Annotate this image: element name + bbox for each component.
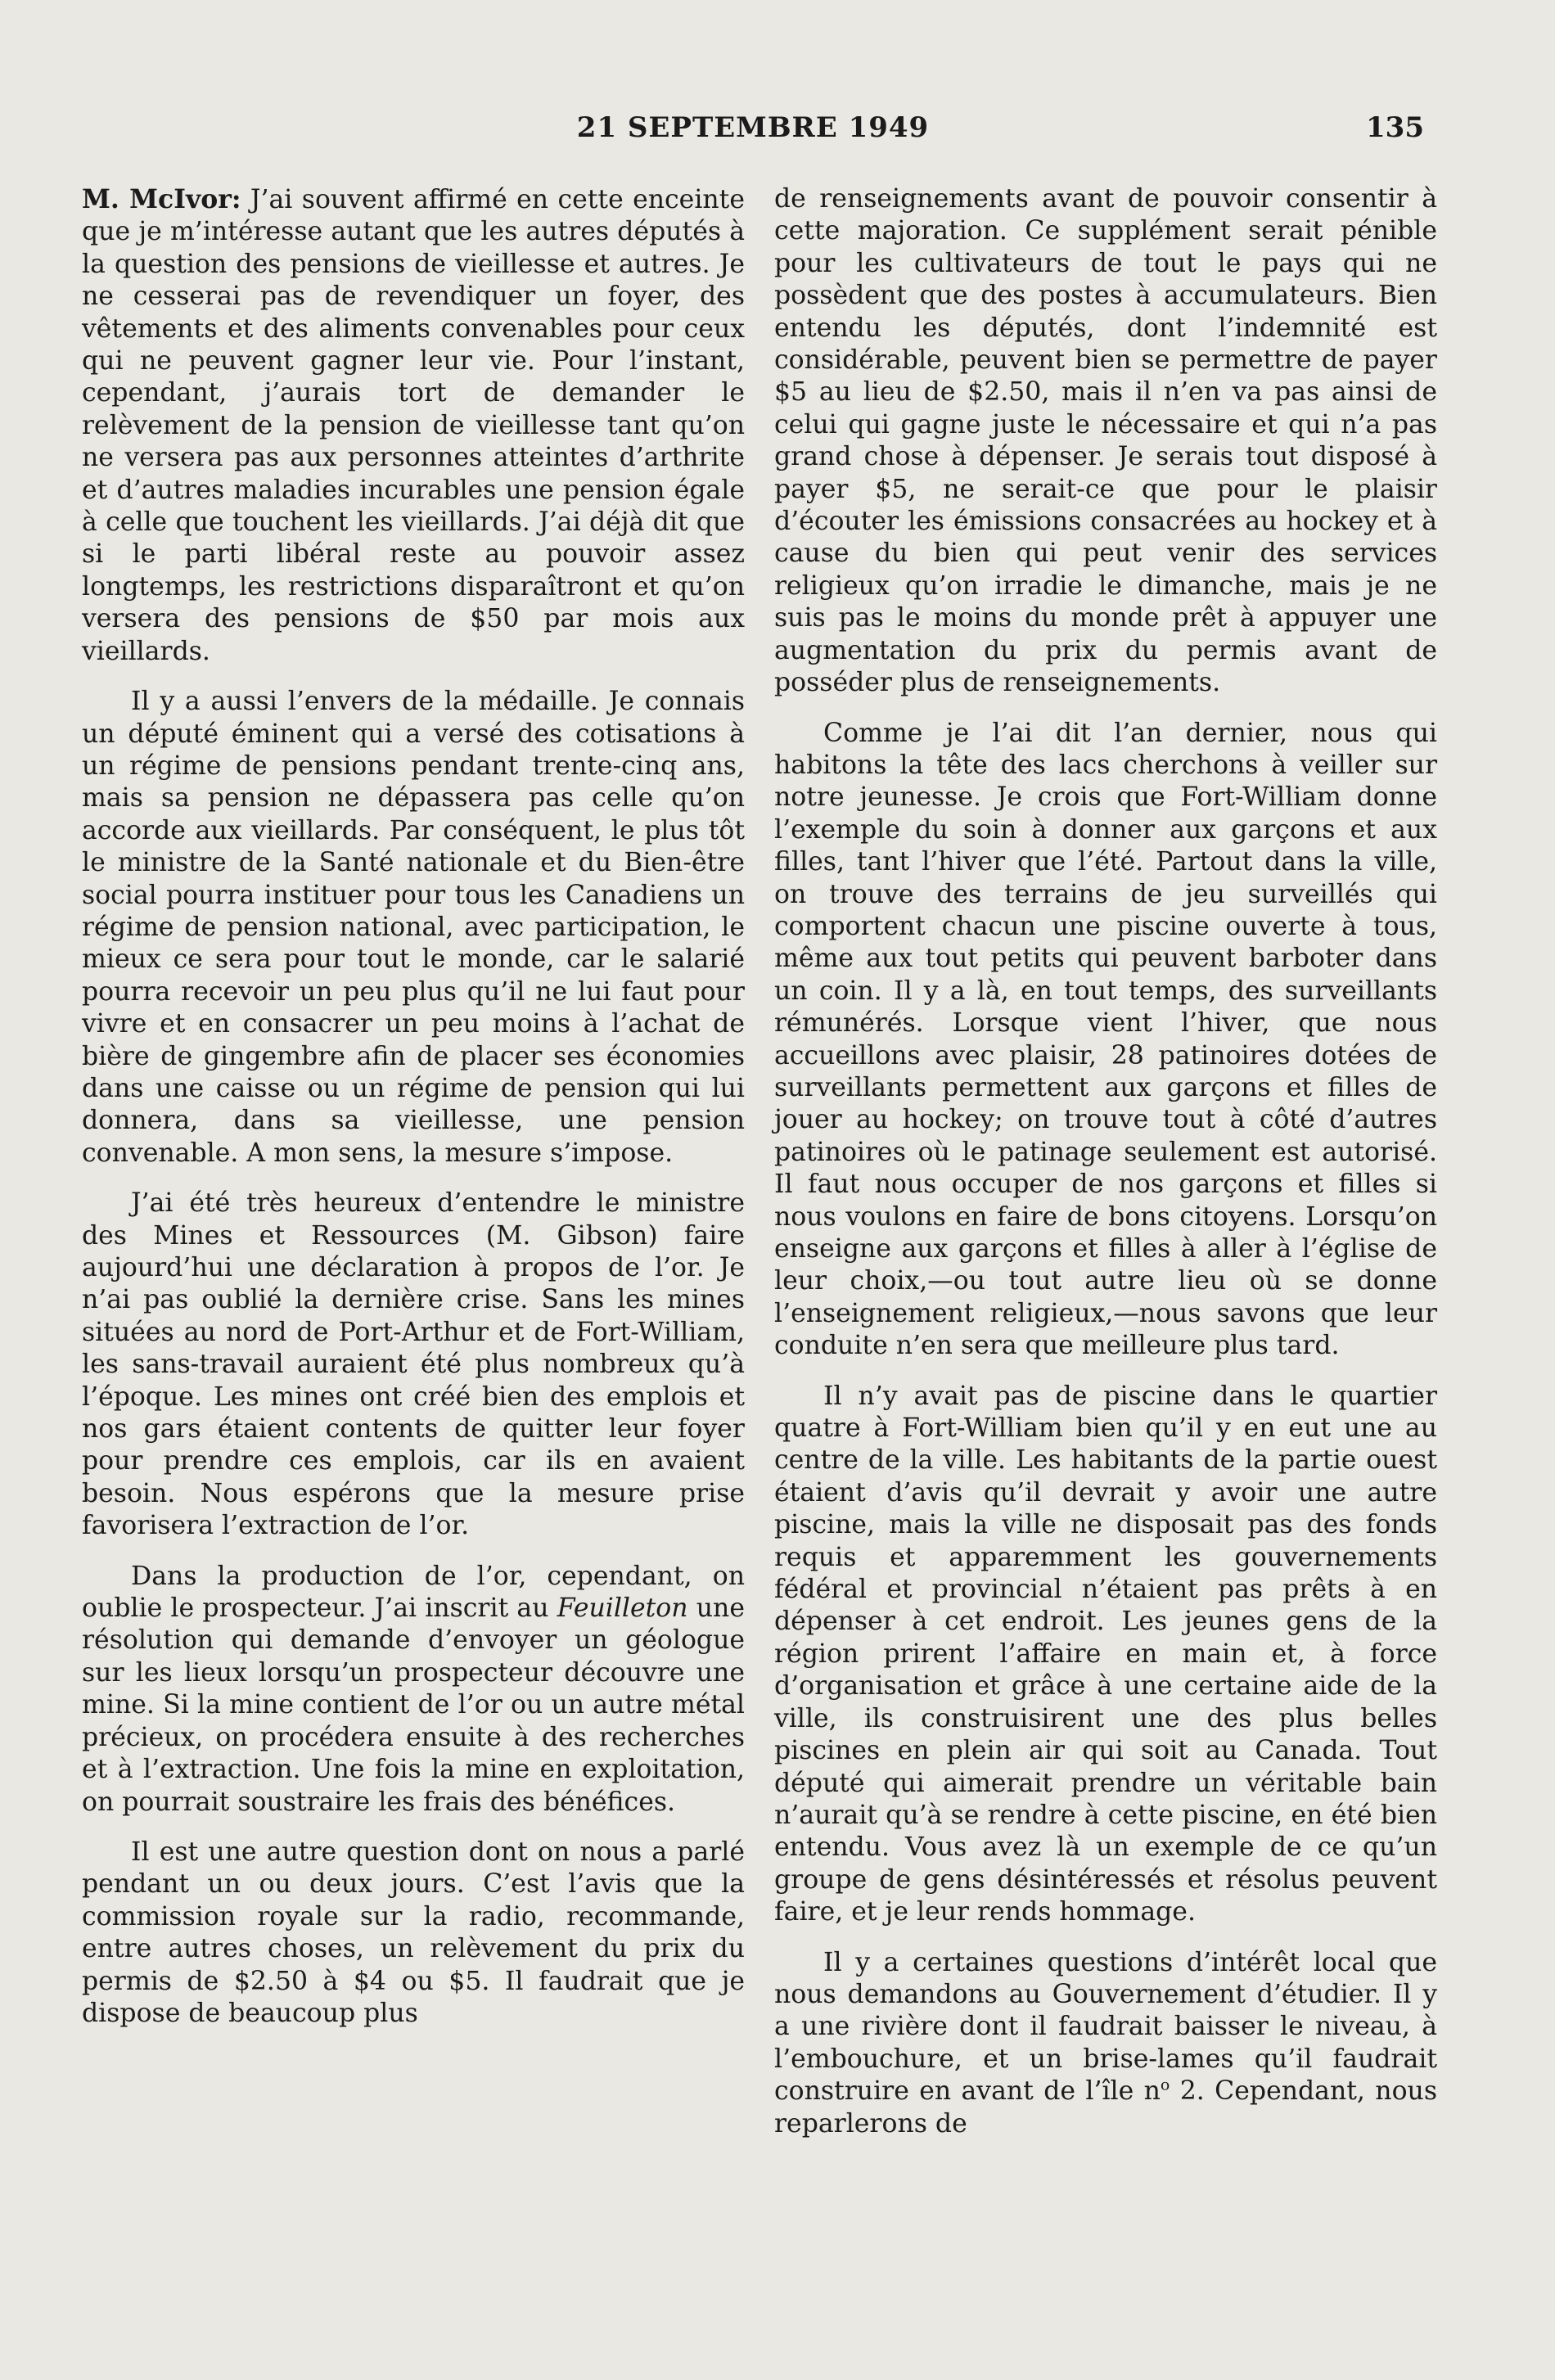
paragraph-text: 2. Cependant, nous reparlerons de — [774, 2076, 1437, 2139]
speaker-name: M. McIvor: — [82, 184, 241, 214]
paragraph: Comme je l’ai dit l’an dernier, nous qui habitons la tête des lacs cherchons à veiller sur notre jeunesse. Je crois que Fort-William donne l’exemple du soin à donner aux garçons et aux filles, tant l’hiver que l’été. Partout dans la ville, on trouve des terrains de jeu surveillés qui comportent chacun une piscine ouverte à tous, même aux tout petits qui peuvent barboter dans un coin. Il y a là, en tout temps, des surveillants rémunérés. Lorsque vient l’hiver, que nous accueillons avec plaisir, 28 patinoires dotées de surveillants permettent aux garçons et filles de jouer au hockey; on trouve tout à côté d’autres patinoires où le patinage seulement est autorisé. Il faut nous occuper de nos garçons et filles si nous voulons en faire de bons citoyens. Lorsqu’on enseigne aux garçons et filles à aller à l’église de leur choix,—ou tout autre lieu où se donne l’enseignement religieux,—nous savons que leur conduite n’en sera que meilleure plus tard. — [774, 718, 1437, 1361]
right-column — [774, 183, 1437, 2158]
paragraph-text: J’ai souvent affirmé en cette enceinte que je m’intéresse autant que les autres députés à la question des pensions de vieillesse et autres. Je ne cesserai pas de revendiquer un foyer, des vêtements et des aliments convenables pour ceux qui ne peuvent gagner leur vie. Pour l’instant, cependant, j’aurais tort de demander le relèvement de la pension de vieillesse tant qu’on ne versera pas aux personnes atteintes d’arthrite et d’autres maladies incurables une pension égale à celle que touchent les vieillards. J’ai déjà dit que si le parti libéral reste au pouvoir assez longtemps, les restrictions disparaîtront et qu’on versera des pensions de $50 par mois aux vieillards. — [82, 185, 745, 666]
page-number: 135 — [1366, 111, 1424, 144]
paragraph: Il n’y avait pas de piscine dans le quartier quatre à Fort-William bien qu’il y en eut une au centre de la ville. Les habitants de la partie ouest étaient d’avis qu’il devrait y avoir une autre piscine, mais la ville ne disposait pas des fonds requis et apparemment les gouvernements fédéral et provincial n’étaient pas prêts à en dépenser à cet endroit. Les jeunes gens de la région prirent l’affaire en main et, à force d’organisation et grâce à une certaine aide de la ville, ils construisirent une des plus belles piscines en plein air qui soit au Canada. Tout député qui aimerait prendre un véritable bain n’aurait qu’à se rendre à cette piscine, en été bien entendu. Vous avez là un exemple de ce qu’un groupe de gens désintéressés et résolus peuvent faire, et je leur rends hommage. — [774, 1381, 1437, 1927]
paragraph — [82, 183, 745, 668]
paragraph — [82, 1561, 745, 1819]
page-header — [82, 111, 1424, 152]
paragraph-text: une résolution qui demande d’envoyer un géologue sur les lieux lorsqu’un prospecteur découvre une mine. Si la mine contient de l’or ou un autre métal précieux, on procédera ensuite à des recherches et à l’extraction. Une fois la mine en exploitation, on pourrait soustraire les frais des bénéfices. — [82, 1593, 745, 1817]
header-date: 21 SEPTEMBRE 1949 — [576, 111, 930, 144]
paragraph: Il est une autre question dont on nous a parlé pendant un ou deux jours. C’est l’avis que la commission royale sur la radio, recommande, entre autres choses, un relèvement du prix du permis de $2.50 à $4 ou $5. Il faudrait que je dispose de beaucoup plus — [82, 1837, 745, 2028]
paragraph: Il y a aussi l’envers de la médaille. Je connais un député éminent qui a versé des cotisations à un régime de pensions pendant trente-cinq ans, mais sa pension ne dépassera pas celle qu’on accorde aux vieillards. Par conséquent, le plus tôt le ministre de la Santé nationale et du Bien-être social pourra instituer pour tous les Canadiens un régime de pension national, avec participation, le mieux ce sera pour tout le monde, car le salarié pourra recevoir un peu plus qu’il ne lui faut pour vivre et en consacrer un peu moins à l’achat de bière de gingembre afin de placer ses économies dans une caisse ou un régime de pension qui lui donnera, dans sa vieillesse, une pension convenable. A mon sens, la mesure s’impose. — [82, 687, 745, 1168]
paragraph-text: Il y a certaines questions d’intérêt local que nous demandons au Gouvernement d’étudier. Il y a une rivière dont il faudrait baisser le niveau, à l’embouchure, et un brise-lames qu’il faudrait construire en avant de l’île n — [774, 1947, 1437, 2107]
paragraph: J’ai été très heureux d’entendre le ministre des Mines et Ressources (M. Gibson) faire aujourd’hui une déclaration à propos de l’or. Je n’ai pas oublié la dernière crise. Sans les mines situées au nord de Port-Arthur et de Fort-William, les sans-travail auraient été plus nombreux qu’à l’époque. Les mines ont créé bien des emplois et nos gars étaient contents de quitter leur foyer pour prendre ces emplois, car ils en avaient besoin. Nous espérons que la mesure prise favorisera l’extraction de l’or. — [82, 1188, 745, 1541]
paragraph — [774, 1947, 1437, 2140]
paragraph: de renseignements avant de pouvoir consentir à cette majoration. Ce supplément serait pénible pour les cultivateurs de tout le pays qui ne possèdent que des postes à accumulateurs. Bien entendu les députés, dont l’indemnité est considérable, peuvent bien se permettre de payer $5 au lieu de $2.50, mais il n’en va pas ainsi de celui qui gagne juste le nécessaire et qui n’a pas grand chose à dépenser. Je serais tout disposé à payer $5, ne serait-ce que pour le plaisir d’écouter les émissions consacrées au hockey et à cause du bien qui peut venir des services religieux qu’on irradie le dimanche, mais je ne suis pas le moins du monde prêt à appuyer une augmentation du prix du permis avant de posséder plus de renseignements. — [774, 184, 1437, 698]
italic-term: Feuilleton — [557, 1593, 688, 1624]
paragraph-text: Dans la production de l’or, cependant, on oublie le prospecteur. J’ai inscrit au — [82, 1561, 745, 1624]
left-column — [82, 183, 745, 2048]
superscript: o — [1160, 2076, 1170, 2094]
